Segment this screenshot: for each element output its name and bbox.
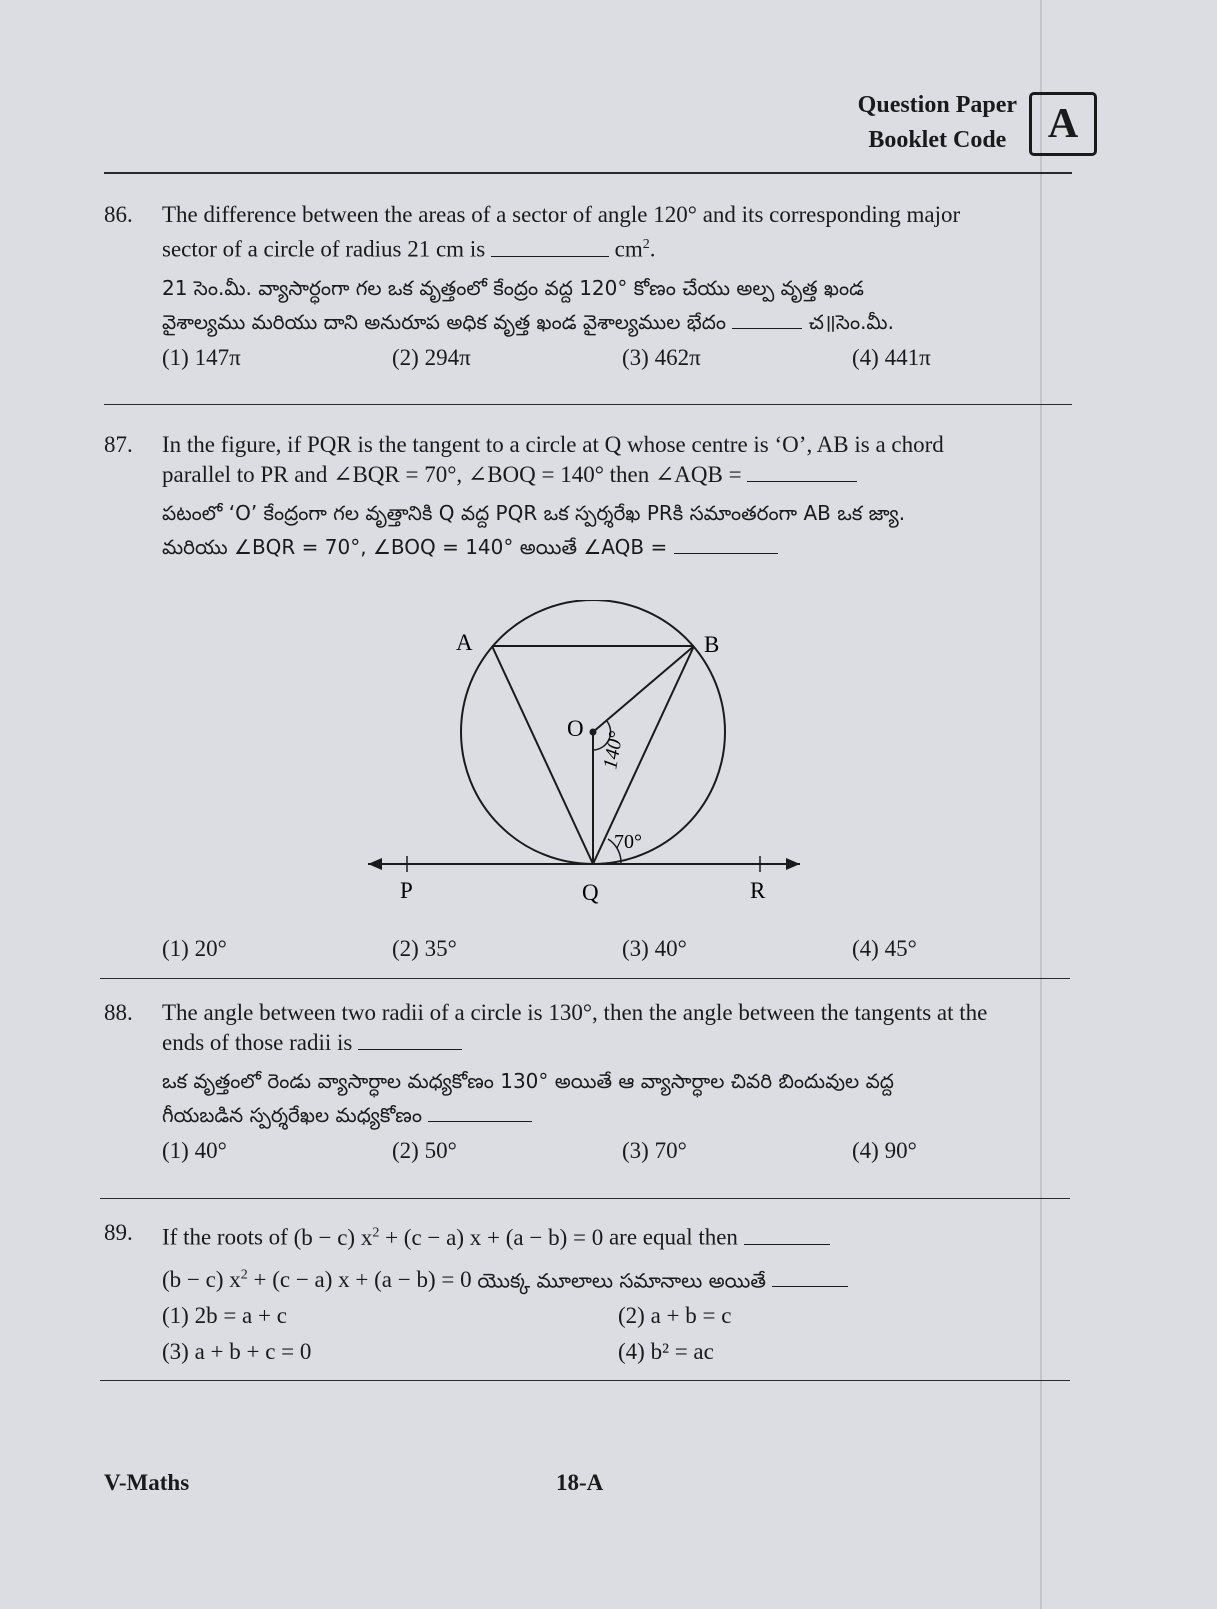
unit-text-te: చ॥సెం.మీ.	[808, 309, 894, 334]
unit-superscript: 2	[642, 237, 650, 252]
options-row-1	[162, 1301, 1092, 1335]
radius-ob	[593, 646, 694, 732]
option-3[interactable]: (3) 70°	[622, 1138, 687, 1163]
question-divider	[100, 1198, 1070, 1199]
question-text-te	[162, 1261, 1092, 1296]
header-line-1: Question Paper	[857, 92, 1017, 118]
page-number: 18-A	[556, 1470, 604, 1495]
equation-part: (b − c) x	[162, 1267, 241, 1293]
question-text-te-line-2	[162, 1098, 1092, 1132]
question-text-en-line-1: The angle between two radii of a circle is 130°, then the angle between the tangents at the	[162, 1000, 988, 1025]
question-text-en-prefix: If the roots of	[162, 1224, 288, 1250]
question-text-te-line-2	[162, 530, 1092, 564]
equation-part: (b − c) x	[293, 1224, 373, 1250]
question-text-en-line-1: The difference between the areas of a sector of angle 120° and its corresponding major	[162, 202, 961, 227]
question-divider	[100, 1380, 1070, 1381]
question-text-te-line-1: ఒక వృత్తంలో రెండు వ్యాసార్ధాల మధ్యకోణం 130° అయితే ఆ వ్యాసార్ధాల చివరి బిందువుల వద్ద	[162, 1069, 894, 1093]
option-2[interactable]: (2) 294π	[392, 344, 471, 370]
option-2[interactable]: (2) 50°	[392, 1138, 457, 1163]
unit-text: cm	[614, 236, 643, 262]
label-b: B	[704, 632, 720, 657]
circle-tangent-figure	[360, 600, 820, 940]
question-text-en-line-2	[162, 230, 1092, 265]
label-r: R	[750, 878, 766, 903]
angle-label-boq: 140°	[599, 729, 628, 771]
option-1[interactable]: (1) 40°	[162, 1138, 227, 1163]
question-text-te-line-2	[162, 305, 1092, 339]
question-text-en	[162, 1218, 1092, 1253]
answer-blank	[674, 533, 778, 554]
period: .	[649, 236, 656, 262]
option-1[interactable]: (1) 147π	[162, 344, 241, 370]
question-number: 87.	[104, 432, 133, 457]
answer-blank	[428, 1101, 532, 1122]
question-text-en-line-2	[162, 1028, 1092, 1058]
question-text-te	[162, 271, 1092, 339]
equation	[162, 1267, 472, 1292]
option-2[interactable]: (2) a + b = c	[618, 1303, 732, 1329]
booklet-code-header	[797, 88, 1097, 158]
question-number: 88.	[104, 1000, 133, 1025]
options-container	[162, 930, 1092, 968]
option-1[interactable]: (1) 2b = a + c	[162, 1303, 287, 1329]
question-number: 89.	[104, 1220, 133, 1245]
option-1[interactable]: (1) 20°	[162, 936, 227, 961]
question-text-te	[162, 1064, 1092, 1132]
option-3[interactable]: (3) a + b + c = 0	[162, 1339, 312, 1365]
booklet-code-label	[858, 88, 1017, 158]
question-text-en-part: sector of a circle of radius 21 cm is	[162, 236, 486, 262]
question-text-te-part: గీయబడిన స్పర్శరేఖల మధ్యకోణం	[162, 1103, 422, 1127]
equation-superscript: 2	[240, 1267, 248, 1283]
question-text-en-part: parallel to PR and ∠BQR = 70°, ∠BOQ = 140° then ∠AQB =	[162, 462, 742, 487]
arrow-left-icon	[368, 858, 382, 870]
label-q: Q	[582, 880, 599, 905]
question-text-te-line-1: పటంలో ‘O’ కేంద్రంగా గల వృత్తానికి Q వద్ద PQR ఒక స్పర్శరేఖ PRకి సమాంతరంగా AB ఒక జ్యా.	[162, 501, 906, 525]
booklet-code-box: A	[1029, 92, 1097, 156]
arrow-right-icon	[786, 858, 800, 870]
question-text-te-part: వైశాల్యము మరియు దాని అనురూప అధిక వృత్త ఖండ వైశాల్యముల భేదం	[162, 309, 726, 334]
equation-part: + (c − a) x + (a − b) = 0	[379, 1224, 604, 1250]
question-text-en-line-1: In the figure, if PQR is the tangent to a circle at Q whose centre is ‘O’, AB is a chord	[162, 432, 944, 457]
options-row	[162, 934, 1092, 968]
question-body	[162, 200, 1092, 377]
question-text-te-line-1: 21 సెం.మీ. వ్యాసార్ధంగా గల ఒక వృత్తంలో కేంద్రం వద్ద 120° కోణం చేయు అల్ప వృత్త ఖండ	[162, 275, 864, 300]
question-text-te	[162, 496, 1092, 564]
option-3[interactable]: (3) 40°	[622, 936, 687, 961]
answer-blank	[744, 1224, 830, 1245]
angle-label-bqr: 70°	[614, 831, 642, 853]
question-body	[162, 1218, 1092, 1371]
centre-point	[590, 729, 597, 736]
header-divider	[104, 172, 1072, 174]
question-divider	[100, 978, 1070, 979]
question-text-en-suffix: are equal then	[608, 1224, 738, 1250]
equation-superscript: 2	[372, 1225, 380, 1240]
option-4[interactable]: (4) b² = ac	[618, 1339, 714, 1365]
option-4[interactable]: (4) 441π	[852, 344, 931, 370]
label-p: P	[400, 878, 413, 903]
options-row	[162, 1136, 1092, 1170]
equation	[294, 1225, 604, 1250]
question-number: 86.	[104, 202, 133, 227]
options-row-2	[162, 1337, 1092, 1371]
option-3[interactable]: (3) 462π	[622, 344, 701, 370]
option-4[interactable]: (4) 45°	[852, 936, 917, 961]
options-row	[162, 343, 1092, 377]
option-2[interactable]: (2) 35°	[392, 936, 457, 961]
header-line-2: Booklet Code	[868, 127, 1007, 153]
question-text-te-part: మరియు ∠BQR = 70°, ∠BOQ = 140° అయితే ∠AQB =	[162, 535, 668, 559]
option-4[interactable]: (4) 90°	[852, 1138, 917, 1163]
equation-part: + (c − a) x + (a − b) = 0	[247, 1267, 472, 1293]
label-o: O	[567, 716, 584, 741]
question-text-en-part: ends of those radii is	[162, 1030, 353, 1055]
question-text-te-suffix: యొక్క మూలాలు సమానాలు అయితే	[477, 1268, 766, 1293]
answer-blank	[772, 1266, 848, 1287]
label-a: A	[456, 630, 473, 655]
subject-footer: V-Maths	[104, 1470, 190, 1495]
answer-blank	[732, 308, 802, 329]
question-body	[162, 998, 1092, 1170]
question-divider	[104, 404, 1072, 405]
question-body	[162, 430, 1092, 564]
answer-blank	[358, 1029, 462, 1050]
question-text-en-line-2	[162, 460, 1092, 490]
answer-blank	[491, 236, 609, 257]
answer-blank	[747, 461, 857, 482]
